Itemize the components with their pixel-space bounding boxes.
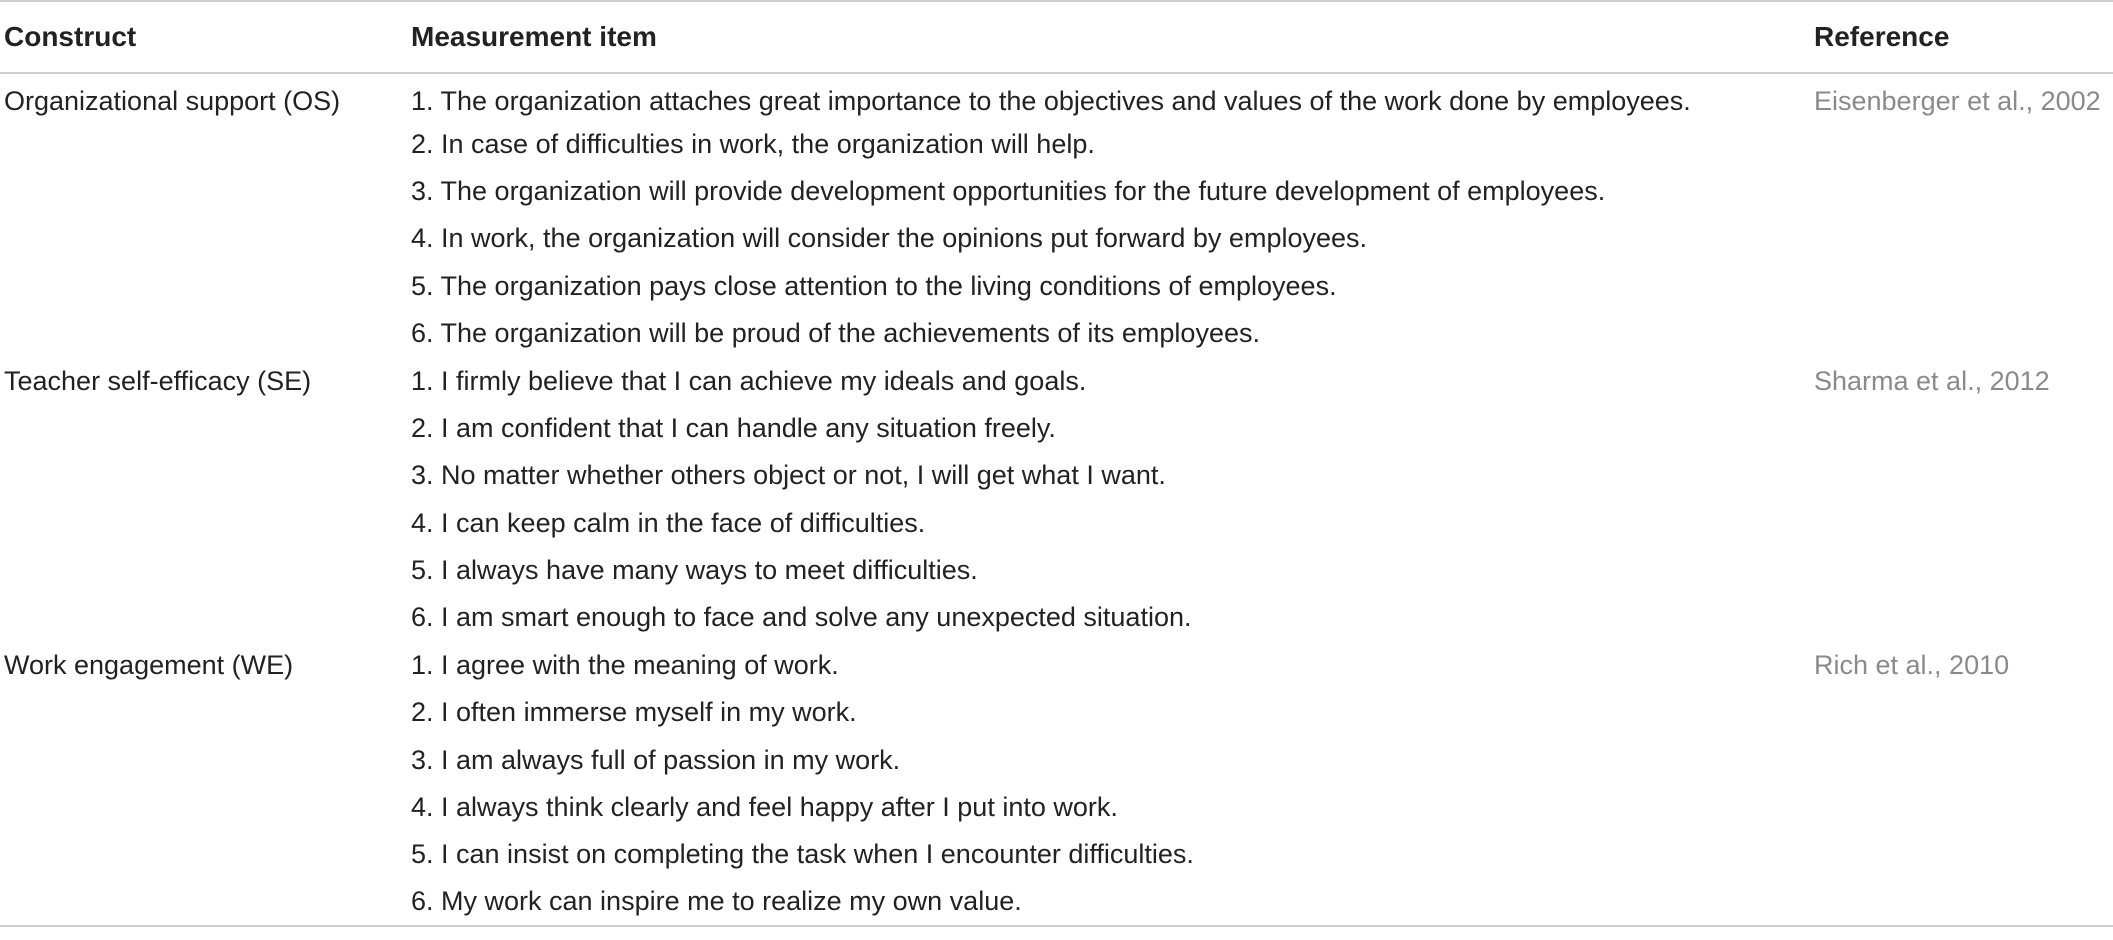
construct-cell: Teacher self-efficacy (SE) [4, 365, 312, 396]
construct-cell: Work engagement (WE) [4, 649, 294, 680]
reference-cell [1810, 452, 2113, 499]
construct-cell [0, 547, 407, 594]
construct-cell: Organizational support (OS) [4, 85, 341, 116]
construct-cell [0, 594, 407, 641]
construct-cell [0, 879, 407, 926]
reference-cell: Rich et al., 2010 [1814, 649, 2010, 680]
reference-cell [1810, 879, 2113, 926]
reference-cell [1810, 689, 2113, 736]
table-row [0, 500, 2113, 547]
item-cell: 2. I am confident that I can handle any situation freely. [411, 412, 1056, 443]
item-cell: 2. In case of difficulties in work, the organization will help. [411, 128, 1095, 159]
table-row [0, 594, 2113, 641]
item-cell: 1. I agree with the meaning of work. [411, 649, 839, 680]
reference-cell [1810, 168, 2113, 215]
reference-cell [1810, 120, 2113, 167]
construct-cell [0, 405, 407, 452]
construct-cell [0, 784, 407, 831]
reference-cell [1810, 736, 2113, 783]
table-row [0, 168, 2113, 215]
table-row [0, 310, 2113, 357]
header-row [0, 1, 2113, 73]
reference-cell: Eisenberger et al., 2002 [1814, 85, 2101, 116]
table-row [0, 73, 2113, 120]
table-row [0, 784, 2113, 831]
item-cell: 1. The organization attaches great importance to the objectives and values of the work done by employees. [411, 85, 1691, 116]
item-cell: 1. I firmly believe that I can achieve my ideals and goals. [411, 365, 1087, 396]
reference-cell [1810, 263, 2113, 310]
table-row [0, 452, 2113, 499]
item-cell: 4. In work, the organization will consider the opinions put forward by employees. [411, 223, 1368, 254]
table-row [0, 120, 2113, 167]
construct-cell [0, 689, 407, 736]
construct-cell [0, 215, 407, 262]
reference-cell [1810, 547, 2113, 594]
item-cell: 5. The organization pays close attention to the living conditions of employees. [411, 270, 1337, 301]
item-cell: 2. I often immerse myself in my work. [411, 697, 857, 728]
item-cell: 3. I am always full of passion in my work. [411, 744, 901, 775]
construct-cell [0, 310, 407, 357]
reference-cell [1810, 405, 2113, 452]
construct-cell [0, 168, 407, 215]
table-row [0, 831, 2113, 878]
table-row [0, 405, 2113, 452]
table-row [0, 357, 2113, 404]
table-row [0, 689, 2113, 736]
reference-cell [1810, 831, 2113, 878]
construct-cell [0, 736, 407, 783]
construct-cell [0, 452, 407, 499]
item-cell: 6. The organization will be proud of the achievements of its employees. [411, 318, 1260, 349]
table-header [0, 1, 2113, 73]
item-cell: 5. I always have many ways to meet difficulties. [411, 555, 978, 586]
item-cell: 4. I can keep calm in the face of difficulties. [411, 507, 926, 538]
table-row [0, 263, 2113, 310]
table-row [0, 215, 2113, 262]
table-row [0, 547, 2113, 594]
construct-cell [0, 500, 407, 547]
reference-cell [1810, 594, 2113, 641]
item-cell: 6. I am smart enough to face and solve any unexpected situation. [411, 602, 1192, 633]
item-cell: 5. I can insist on completing the task when I encounter difficulties. [411, 839, 1194, 870]
table-row [0, 642, 2113, 689]
item-cell: 3. The organization will provide development opportunities for the future development of employees. [411, 175, 1606, 206]
reference-cell [1810, 215, 2113, 262]
construct-cell [0, 263, 407, 310]
header-construct: Construct [0, 1, 407, 73]
reference-cell: Sharma et al., 2012 [1814, 365, 2050, 396]
header-measurement-item: Measurement item [407, 1, 1810, 73]
item-cell: 3. No matter whether others object or not, I will get what I want. [411, 460, 1166, 491]
construct-cell [0, 831, 407, 878]
item-cell: 4. I always think clearly and feel happy after I put into work. [411, 792, 1118, 823]
table-body [0, 73, 2113, 926]
table-row [0, 736, 2113, 783]
reference-cell [1810, 784, 2113, 831]
construct-cell [0, 120, 407, 167]
reference-cell [1810, 310, 2113, 357]
reference-cell [1810, 500, 2113, 547]
header-reference: Reference [1810, 1, 2113, 73]
table-row [0, 879, 2113, 926]
item-cell: 6. My work can inspire me to realize my own value. [407, 879, 1810, 926]
